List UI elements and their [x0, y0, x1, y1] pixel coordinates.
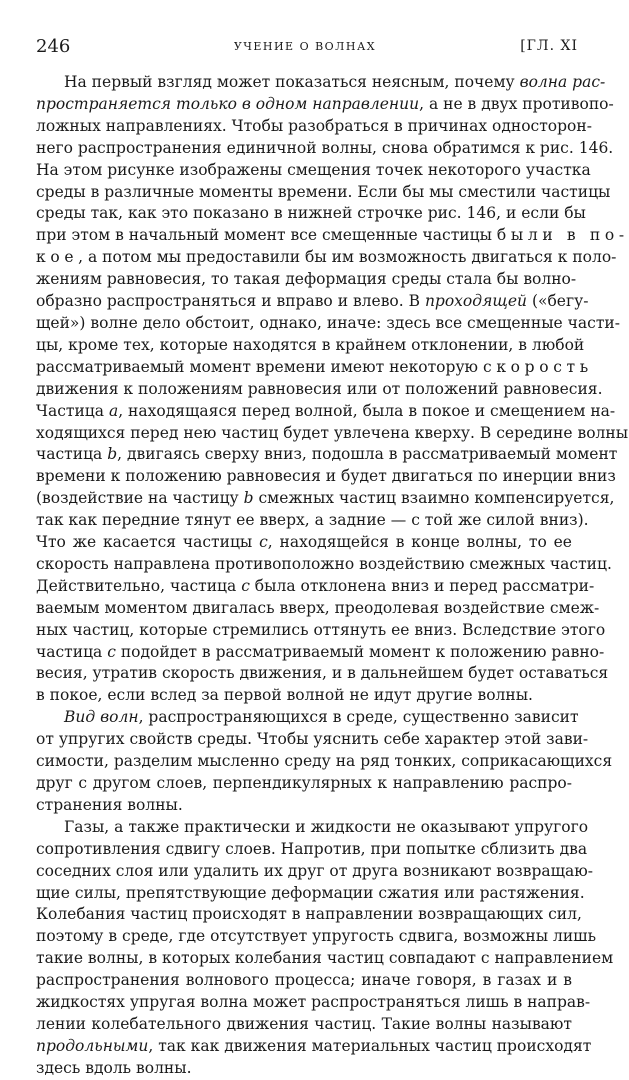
italic-run: проходящей [424, 292, 528, 311]
text-line [36, 291, 589, 313]
text-run: среды так, как это показано в нижней строчке рис. 146, и если бы [36, 204, 586, 223]
spaced-emphasis-run: были в по- [496, 226, 629, 245]
text-run: («бегу- [527, 292, 589, 311]
paragraph [36, 707, 613, 817]
text-line [36, 423, 629, 445]
text-run: при этом в начальный момент все смещенные частицы [36, 226, 497, 245]
text-line [36, 554, 612, 576]
text-run: симости, разделим мысленно среду на ряд тонких, соприкасающихся [36, 752, 613, 771]
text-run: ваемым моментом двигалась вверх, преодолевая воздействие смеж- [36, 598, 600, 617]
text-line [36, 883, 585, 905]
text-line [36, 685, 572, 707]
text-run: , находящаяся перед волной, была в покое и смещением на- [118, 401, 616, 420]
text-run: лении колебательного движения частиц. Такие волны называют [36, 1014, 572, 1033]
text-line [36, 225, 629, 247]
text-run: странения волны. [36, 795, 183, 814]
text-run: Действительно, частица [36, 576, 242, 595]
page-body [36, 72, 629, 1080]
text-line [36, 182, 611, 204]
text-run: жидкостях упругая волна может распространяться лишь в направ- [36, 993, 591, 1012]
running-title: УЧЕНИЕ О ВОЛНАХ [233, 40, 377, 53]
text-run: движения к положениям равновесия или от положений равновесия. [36, 379, 603, 398]
paragraph [36, 817, 614, 1080]
text-line [36, 861, 593, 883]
spaced-emphasis-run: скорость [482, 357, 593, 376]
text-line [36, 401, 616, 423]
text-line [36, 620, 606, 642]
text-run: распространения волнового процесса; иначе говоря, в газах и в [36, 971, 572, 990]
text-run: весия, утратив скорость движения, и в дальнейшем будет оставаться [36, 664, 609, 683]
italic-run: b [243, 489, 254, 508]
italic-run: b [107, 445, 118, 464]
text-line [36, 269, 577, 291]
text-line [36, 817, 589, 839]
text-line [36, 313, 620, 335]
text-line [36, 970, 572, 992]
running-header [24, 36, 586, 60]
text-run: щей») волне дело обстоит, однако, иначе: здесь все смещенные части- [36, 313, 620, 332]
text-run: частица [36, 445, 108, 464]
text-line [36, 357, 593, 379]
text-run: так как передние тянут ее вверх, а задние — с той же силой вниз). [36, 511, 589, 530]
text-run: в покое, если вслед за первой волной не идут другие волны. [36, 686, 533, 705]
text-line [36, 663, 609, 685]
text-line [36, 466, 616, 488]
text-run: , а потом мы предоставили бы им возможность двигаться к поло- [78, 248, 617, 267]
text-run: соседних слоя или удалить их друг от друга возникают возвращаю- [36, 861, 593, 880]
text-line [36, 510, 589, 532]
text-run: , двигаясь сверху вниз, подошла в рассматриваемый момент [117, 445, 618, 464]
text-line [36, 247, 617, 269]
text-run: была отклонена вниз и перед рассматри- [249, 576, 595, 595]
text-run: рассматриваемый момент времени имеют некоторую [36, 357, 483, 376]
text-run: На этом рисунке изображены смещения точек некоторого участка [36, 160, 591, 179]
text-run: Колебания частиц происходят в направлении возвращающих сил, [36, 905, 582, 924]
text-run: сопротивления сдвигу слоев. Напротив, при попытке сблизить два [36, 839, 588, 858]
text-line [36, 992, 591, 1014]
text-line [36, 948, 614, 970]
text-line [36, 773, 572, 795]
text-line [36, 576, 595, 598]
text-run: частица [36, 642, 108, 661]
text-line [36, 379, 603, 401]
text-line [36, 642, 605, 664]
text-line [36, 444, 618, 466]
text-line [36, 904, 582, 926]
italic-run: волна рас- [519, 73, 606, 91]
text-line [36, 488, 615, 510]
text-line [36, 707, 579, 729]
text-run: смежных частиц взаимно компенсируется, [253, 489, 615, 508]
text-run: него распространения единичной волны, снова обратимся к рис. 146. [36, 138, 614, 157]
text-line [36, 1058, 572, 1080]
text-run: Газы, а также практически и жидкости не оказывают упругого [64, 817, 589, 836]
text-line [36, 1036, 592, 1058]
italic-run: c [259, 533, 268, 552]
text-run: щие силы, препятствующие деформации сжатия или растяжения. [36, 883, 585, 902]
text-run: Частица [36, 401, 109, 420]
text-run: времени к положению равновесия и будет двигаться по инерции вниз [36, 467, 616, 486]
text-line [36, 795, 572, 817]
text-run: подойдет в рассматриваемый момент к положению равно- [115, 642, 605, 661]
text-run: , распространяющихся в среде, существенно зависит [138, 708, 579, 727]
text-line [36, 138, 614, 160]
text-run: ложных направлениях. Чтобы разобраться в причинах односторон- [36, 116, 592, 135]
text-line [36, 335, 585, 357]
italic-run: c [241, 576, 250, 595]
text-run: ных частиц, которые стремились оттянуть ее вниз. Вследствие этого [36, 620, 606, 639]
text-run: от упругих свойств среды. Чтобы уяснить себе характер этой зави- [36, 730, 589, 749]
text-run: (воздействие на частицу [36, 489, 244, 508]
text-line [36, 94, 614, 116]
italic-run: Вид волн [64, 708, 139, 727]
text-run: поэтому в среде, где отсутствует упругость сдвига, возможны лишь [36, 927, 597, 946]
page-number: 246 [36, 36, 71, 57]
spaced-emphasis-run: кое [36, 248, 79, 267]
text-run: Что же касается частицы [36, 533, 260, 552]
chapter-label: [ГЛ. XI [520, 38, 578, 54]
text-line [36, 203, 586, 225]
italic-run: c [107, 642, 116, 661]
italic-run: пространяется только в одном направлении [36, 94, 420, 113]
italic-run: a [108, 401, 119, 420]
text-line [36, 72, 606, 94]
text-run: цы, кроме тех, которые находятся в крайнем отклонении, в любой [36, 335, 585, 354]
paragraph [36, 72, 629, 707]
text-run: жениям равновесия, то такая деформация среды стала бы волно- [36, 270, 577, 289]
text-line [36, 532, 572, 554]
text-line [36, 751, 613, 773]
text-run: среды в различные моменты времени. Если бы мы сместили частицы [36, 182, 611, 201]
text-run: друг с другом слоев, перпендикулярных к направлению распро- [36, 774, 572, 792]
text-line [36, 116, 592, 138]
text-run: , а не в двух противопо- [419, 94, 614, 113]
text-run: такие волны, в которых колебания частиц совпадают с направлением [36, 949, 614, 968]
text-run: На первый взгляд может показаться неясным, почему [64, 73, 520, 91]
text-run: скорость направлена противоположно воздействию смежных частиц. [36, 554, 612, 573]
text-line [36, 839, 588, 861]
text-line [36, 598, 600, 620]
text-run: , так как движения материальных частиц происходят [148, 1036, 592, 1055]
text-run: образно распространяться и вправо и влево. В [36, 292, 425, 311]
text-run: ходящихся перед нею частиц будет увлечена кверху. В середине волны [36, 423, 629, 442]
text-run: , находящейся в конце волны, то ее [267, 533, 572, 552]
text-line [36, 729, 589, 751]
italic-run: продольными [36, 1036, 149, 1055]
text-line [36, 160, 591, 182]
text-line [36, 926, 597, 948]
text-line [36, 1014, 572, 1036]
text-run: здесь вдоль волны. [36, 1058, 192, 1077]
